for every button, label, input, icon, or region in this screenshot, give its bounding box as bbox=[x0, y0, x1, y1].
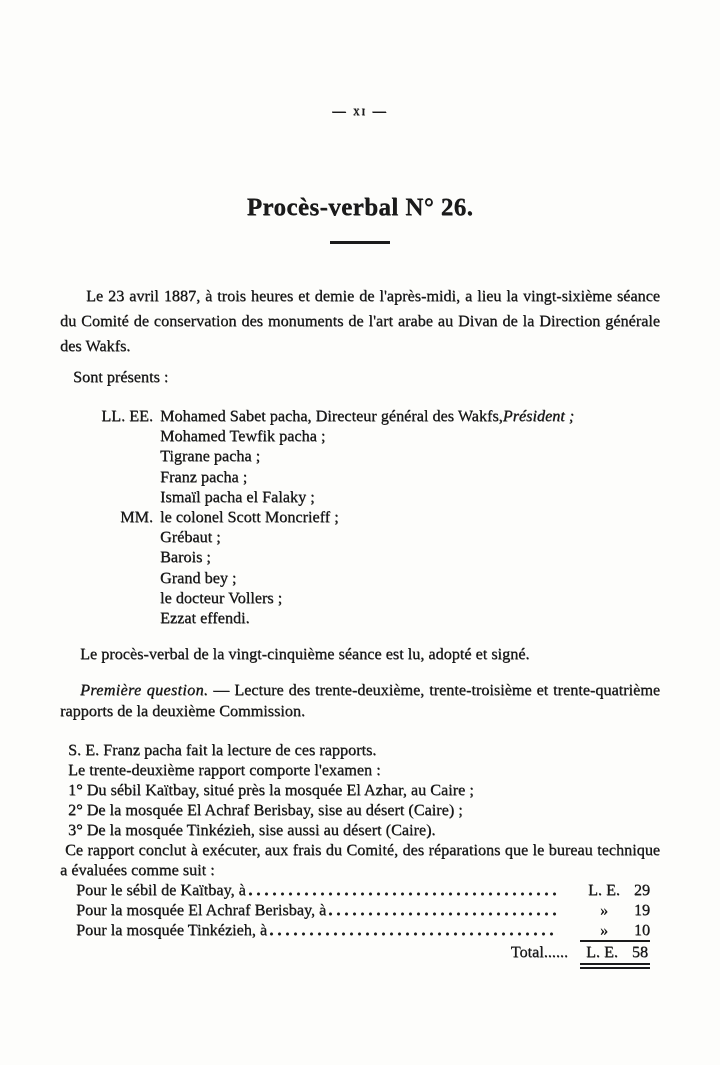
cost-currency: L. E. bbox=[588, 881, 620, 900]
report-section bbox=[60, 740, 660, 840]
present-label: Sont présents : bbox=[73, 368, 169, 386]
cost-label: Pour la mosquée El Achraf Berisbay, à bbox=[76, 901, 327, 920]
attendee-name: Grébaut ; bbox=[160, 528, 221, 547]
attendee-name: Tigrane pacha ; bbox=[160, 447, 261, 466]
title-divider bbox=[330, 241, 390, 244]
page-title: Procès-verbal N° 26. bbox=[246, 194, 474, 221]
attendee-name: Barois ; bbox=[160, 548, 211, 567]
attendee-row bbox=[60, 588, 660, 608]
cost-amount: 29 bbox=[633, 881, 650, 900]
report-line: 3° De la mosquée Tinkézieh, sise aussi au désert (Caire). bbox=[68, 821, 436, 840]
cost-currency: » bbox=[599, 901, 609, 920]
first-question-lead: Première question. bbox=[80, 681, 209, 700]
first-question-text: — Lecture des trente-deuxième, trente-troisième et trente-quatrième rapports de la deuxième Commission. bbox=[60, 681, 661, 721]
attendee-group-label bbox=[60, 527, 160, 547]
attendee-name: Ismaïl pacha el Falaky ; bbox=[160, 487, 315, 506]
intro-paragraph: Le 23 avril 1887, à trois heures et demie de l'après-midi, a lieu la vingt-sixième séance du Comité de conservation des monuments de l'art arabe au Divan de la Direction générale des Wakfs. bbox=[60, 287, 660, 355]
attendee-row bbox=[60, 608, 660, 628]
page-number: — xi — bbox=[332, 103, 388, 118]
dot-leader bbox=[269, 931, 558, 937]
attendee-name: Franz pacha ; bbox=[160, 467, 248, 486]
cost-amount: 10 bbox=[633, 921, 650, 940]
attendee-group-label bbox=[60, 568, 160, 588]
total-row bbox=[60, 940, 660, 969]
attendee-name: le colonel Scott Moncrieff ; bbox=[160, 508, 339, 527]
attendee-group-label: MM. bbox=[120, 508, 153, 527]
attendee-list bbox=[60, 406, 660, 628]
attendee-group-label bbox=[60, 608, 160, 628]
attendee-group-label bbox=[60, 588, 160, 608]
attendee-row bbox=[60, 426, 660, 446]
report-line: S. E. Franz pacha fait la lecture de ces rapports. bbox=[68, 741, 377, 760]
attendee-name: Mohamed Tewfik pacha ; bbox=[160, 427, 326, 446]
cost-table bbox=[60, 880, 660, 969]
report-line: 1° Du sébil Kaïtbay, situé près la mosquée El Azhar, au Caire ; bbox=[68, 781, 474, 800]
total-amount: 58 bbox=[631, 943, 648, 962]
attendee-group-label bbox=[60, 426, 160, 446]
cost-row bbox=[60, 920, 660, 940]
cost-amount: 19 bbox=[633, 901, 650, 920]
cost-label: Pour la mosquée Tinkézieh, à bbox=[76, 921, 268, 940]
attendee-row bbox=[60, 467, 660, 487]
attendee-name: Ezzat effendi. bbox=[160, 609, 250, 628]
attendee-group-label bbox=[60, 446, 160, 466]
attendee-group-label bbox=[60, 487, 160, 507]
attendee-name: Grand bey ; bbox=[160, 568, 237, 587]
attendee-group-label bbox=[60, 467, 160, 487]
minutes-approved-paragraph: Le procès-verbal de la vingt-cinquième séance est lu, adopté et signé. bbox=[80, 645, 530, 664]
attendee-row bbox=[60, 446, 660, 466]
attendee-row bbox=[60, 406, 660, 426]
cost-label: Pour le sébil de Kaïtbay, à bbox=[76, 881, 246, 900]
first-question-paragraph bbox=[60, 680, 660, 722]
attendee-role: Président ; bbox=[502, 407, 575, 425]
report-line: Le trente-deuxième rapport comporte l'examen : bbox=[68, 761, 381, 780]
cost-row bbox=[60, 880, 660, 900]
attendee-row bbox=[60, 507, 660, 527]
cost-currency: » bbox=[599, 921, 609, 940]
attendee-row bbox=[60, 547, 660, 567]
dot-leader bbox=[328, 911, 558, 917]
total-amount-box bbox=[580, 940, 650, 969]
cost-row bbox=[60, 900, 660, 920]
conclusion-paragraph: Ce rapport conclut à exécuter, aux frais du Comité, des réparations que le bureau technique a évaluées comme suit : bbox=[60, 841, 660, 880]
attendee-row bbox=[60, 568, 660, 588]
attendee-row bbox=[60, 487, 660, 507]
attendee-group-label: LL. EE. bbox=[101, 407, 153, 425]
report-line: 2° De la mosquée El Achraf Berisbay, sise au désert (Caire) ; bbox=[68, 801, 463, 820]
total-currency: L. E. bbox=[586, 943, 618, 962]
attendee-group-label bbox=[60, 547, 160, 567]
total-label: Total...... bbox=[510, 943, 568, 962]
dot-leader bbox=[248, 891, 558, 897]
attendee-row bbox=[60, 527, 660, 547]
attendee-name: le docteur Vollers ; bbox=[160, 588, 283, 607]
page-content bbox=[60, 284, 660, 969]
attendee-name: Mohamed Sabet pacha, Directeur général des Wakfs, bbox=[160, 407, 503, 425]
